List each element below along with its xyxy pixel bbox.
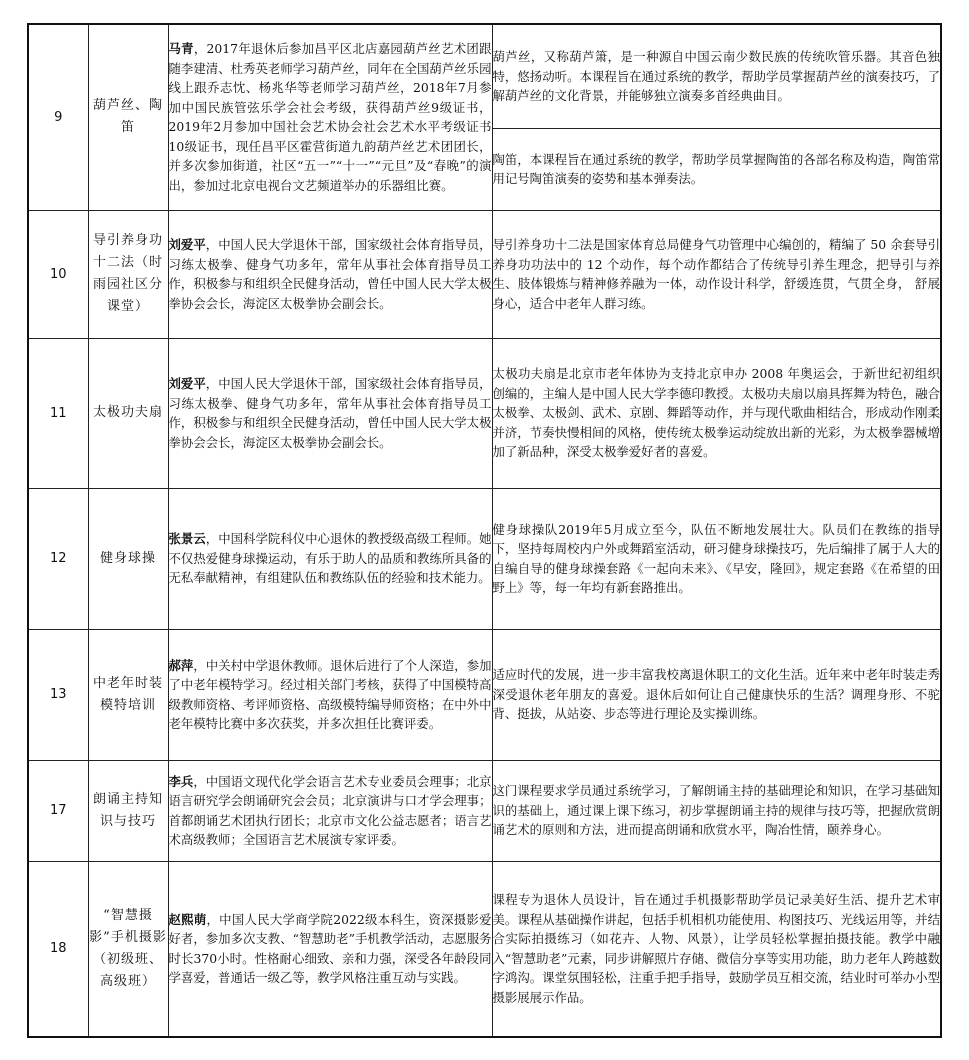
teacher-bio: ，中国人民大学退休干部，国家级社会体育指导员，习练太极拳、健身气功多年，常年从事社会体育指导员工作，积极参与和组织全民健身活动，曾任中国人民大学太极拳协会会长，海淀区太极拳协会副会长。	[168, 237, 492, 311]
teacher-bio: ，2017年退休后参加昌平区北店嘉园葫芦丝艺术团跟随李建清、杜秀英老师学习葫芦丝，同年在全国葫芦丝乐园线上跟乔志忱、杨兆华等老师学习葫芦丝，2018年7月参加中国民族管弦乐学会社会考级，获得葫芦丝9级证书，2019年2月参加中国社会艺术协会社会艺术水平考级证书10级证书，现任昌平区霍营街道九韵葫芦丝艺术团团长，并多次参加街道，社区“五一”“十一”“元旦”及“春晚”的演出，参加过北京电视台文艺频道举办的乐器组比赛。	[168, 41, 492, 193]
teacher-name: 赵熙萌	[168, 911, 207, 927]
course-name: 导引养身功十二法（时雨园社区分课堂）	[88, 210, 168, 338]
teacher-cell	[168, 488, 492, 629]
teacher-cell	[168, 210, 492, 338]
course-description: 这门课程要求学员通过系统学习，了解朗诵主持的基础理论和知识，在学习基础知识的基础上，通过课上课下练习，初步掌握朗诵主持的规律与技巧等，把握欣赏朗诵艺术的原则和方法，进而提高朗诵和欣赏水平，陶冶性情，颐养身心。	[492, 760, 941, 861]
teacher-cell	[168, 760, 492, 861]
course-description: 适应时代的发展，进一步丰富我校离退休职工的文化生活。近年来中老年时装走秀深受退休老年朋友的喜爱。退休后如何让自己健康快乐的生活？调理身形、不驼背、挺拔，从站姿、步态等进行理论及实操训练。	[492, 629, 941, 760]
teacher-name: 郝萍	[168, 657, 194, 673]
teacher-name: 刘爱平	[168, 237, 206, 252]
teacher-bio: ，中关村中学退休教师。退休后进行了个人深造，参加了中老年模特学习。经过相关部门考核，获得了中国模特高级教师资格、考评师资格、高级模特编导师资格；在中外中老年模特比赛中多次获奖，并多次担任比赛评委。	[168, 657, 492, 731]
row-number: 11	[28, 338, 88, 488]
teacher-bio: ，中国人民大学退休干部，国家级社会体育指导员，习练太极拳、健身气功多年，常年从事社会体育指导员工作，积极参与和组织全民健身活动，曾任中国人民大学太极拳协会会长，海淀区太极拳协会副会长。	[168, 376, 492, 450]
table-row	[28, 210, 941, 338]
teacher-cell	[168, 629, 492, 760]
table-row	[28, 760, 941, 861]
course-name: 中老年时装模特培训	[88, 629, 168, 760]
teacher-bio: ，中国人民大学商学院2022级本科生，资深摄影爱好者，参加多次支教、“智慧助老”手机教学活动，志愿服务时长370小时。性格耐心细致、亲和力强，深受各年龄段同学喜爱，普通话一级乙等，教学风格注重互动与实践。	[168, 911, 492, 986]
course-description-2: 陶笛，本课程旨在通过系统的教学，帮助学员掌握陶笛的各部名称及构造，陶笛常用记号陶笛演奏的姿势和基本弹奏法。	[492, 128, 941, 210]
teacher-name: 李兵	[168, 773, 194, 789]
course-name: 朗诵主持知识与技巧	[88, 760, 168, 861]
table-row	[28, 24, 941, 128]
teacher-name: 马青	[168, 41, 194, 57]
teacher-cell	[168, 24, 492, 210]
table-row	[28, 861, 941, 1037]
course-description: 健身球操队2019年5月成立至今，队伍不断地发展壮大。队员们在教练的指导下，坚持每周校内户外或舞蹈室活动，研习健身球操技巧，先后编排了属于人大的自编自导的健身球操套路《一起向未来》、《早安，隆回》，规定套路《在希望的田野上》等，每一年均有新套路推出。	[492, 488, 941, 629]
teacher-bio: ，中国科学院科仪中心退休的教授级高级工程师。她不仅热爱健身球操运动，有乐于助人的品质和教练所具备的无私奉献精神，有组建队伍和教练队伍的经验和技术能力。	[168, 531, 492, 586]
course-name: 葫芦丝、陶笛	[88, 24, 168, 210]
course-table	[27, 23, 942, 1038]
teacher-name: 刘爱平	[168, 376, 206, 391]
table-row	[28, 338, 941, 488]
course-description: 太极功夫扇是北京市老年体协为支持北京申办 2008 年奥运会，于新世纪初组织创编的，主编人是中国人民大学李德印教授。太极功夫扇以扇具挥舞为特色，融合太极拳、太极剑、武术、京剧、舞蹈等动作，并与现代歌曲相结合，形成动作刚柔并济，节奏快慢相间的风格，使传统太极拳运动绽放出新的光彩，为太极拳器械增加了新品种，深受太极拳爱好者的喜爱。	[492, 338, 941, 488]
row-number: 9	[28, 24, 88, 210]
teacher-bio: ，中国语文现代化学会语言艺术专业委员会理事；北京语言研究学会朗诵研究会会员；北京演讲与口才学会理事；首都朗诵艺术团执行团长；北京市文化公益志愿者；语言艺术高级教师；全国语言艺术展演专家评委。	[168, 773, 492, 847]
course-name: 太极功夫扇	[88, 338, 168, 488]
course-name: 健身球操	[88, 488, 168, 629]
teacher-cell	[168, 861, 492, 1037]
course-name: “智慧摄影”手机摄影（初级班、高级班）	[88, 861, 168, 1037]
course-description: 葫芦丝，又称葫芦箫，是一种源自中国云南少数民族的传统吹管乐器。其音色独特，悠扬动听。本课程旨在通过系统的教学，帮助学员掌握葫芦丝的演奏技巧，了解葫芦丝的文化背景，并能够独立演奏多首经典曲目。	[492, 24, 941, 128]
row-number: 10	[28, 210, 88, 338]
row-number: 18	[28, 861, 88, 1037]
course-description: 导引养身功十二法是国家体育总局健身气功管理中心编创的，精编了 50 余套导引养身功功法中的 12 个动作，每个动作都结合了传统导引养生理念，把导引与养生、肢体锻炼与精神修养融为一体，动作设计科学，舒缓连贯，气贯全身， 舒展身心，适合中老年人群习练。	[492, 210, 941, 338]
teacher-name: 张景云	[168, 531, 206, 547]
table-row	[28, 629, 941, 760]
row-number: 12	[28, 488, 88, 629]
course-description: 课程专为退休人员设计，旨在通过手机摄影帮助学员记录美好生活、提升艺术审美。课程从基础操作讲起，包括手机相机功能使用、构图技巧、光线运用等，并结合实际拍摄练习（如花卉、人物、风景），让学员轻松掌握拍摄技能。教学中融入“智慧助老”元素，同步讲解照片存储、微信分享等实用功能，助力老年人跨越数字鸿沟。课堂氛围轻松，注重手把手指导，鼓励学员互相交流，结业时可举办小型摄影展展示作品。	[492, 861, 941, 1037]
table-row	[28, 488, 941, 629]
row-number: 13	[28, 629, 88, 760]
row-number: 17	[28, 760, 88, 861]
teacher-cell	[168, 338, 492, 488]
